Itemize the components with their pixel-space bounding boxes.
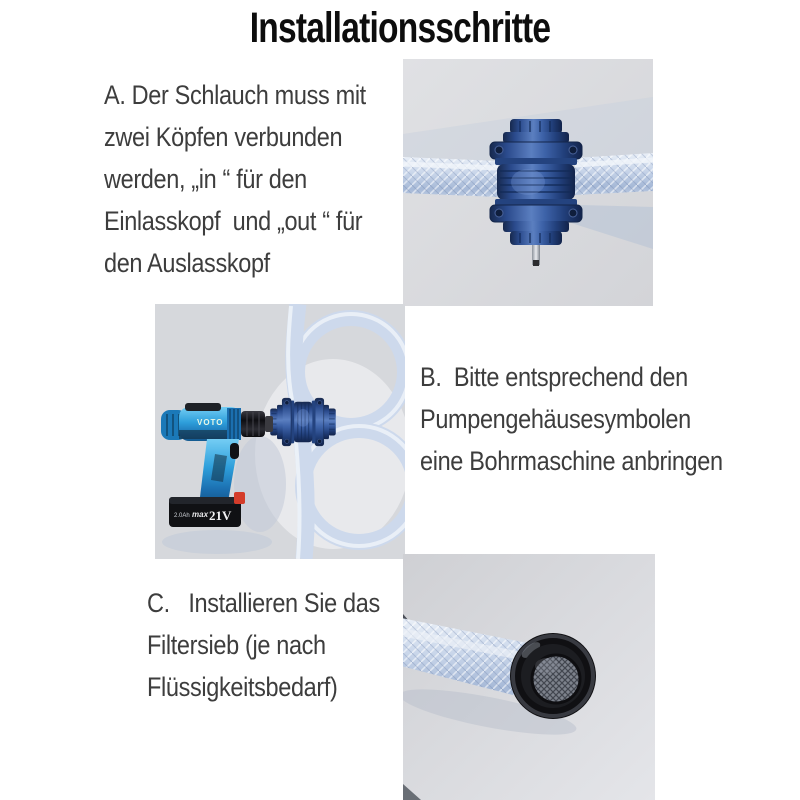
battery-voltage-label: 21V	[209, 508, 232, 523]
battery	[169, 492, 245, 527]
step-text-line: zwei Köpfen verbunden	[104, 122, 343, 152]
step-text-line: Einlasskopf und „out “ für	[104, 206, 363, 236]
battery-release-button	[234, 492, 245, 504]
step-text-line: Flüssigkeitsbedarf)	[147, 672, 338, 702]
step-text-line: A. Der Schlauch muss mit	[104, 80, 366, 110]
filter-hose-illustration	[403, 554, 655, 800]
hose-left	[403, 157, 498, 197]
step-text-line: eine Bohrmaschine anbringen	[420, 446, 723, 476]
drill-pump-illustration	[155, 304, 405, 559]
hose-right	[575, 153, 653, 195]
step-text-line: Pumpengehäusesymbolen	[420, 404, 691, 434]
step-b-text	[420, 356, 723, 482]
battery-max-label: max	[192, 510, 209, 519]
trigger	[230, 443, 239, 459]
step-a-text	[104, 74, 366, 284]
drill-brand-label: VOTO	[197, 418, 224, 427]
step-c-text	[147, 582, 380, 708]
step-b-photo	[155, 304, 405, 559]
step-text-line: werden, „in “ für den	[104, 164, 307, 194]
step-a-photo	[403, 59, 653, 306]
pump-hose-illustration	[403, 59, 653, 306]
battery-capacity-label: 2.0Ah	[174, 513, 190, 519]
step-text-line: den Auslasskopf	[104, 248, 270, 278]
step-text-line: B. Bitte entsprechend den	[420, 362, 688, 392]
filter-cap-illustration	[510, 633, 596, 719]
step-c-photo	[403, 554, 655, 800]
step-text-line: C. Installieren Sie das	[147, 588, 380, 618]
page-title: Installationsschritte	[249, 4, 551, 52]
step-text-line: Filtersieb (je nach	[147, 630, 326, 660]
